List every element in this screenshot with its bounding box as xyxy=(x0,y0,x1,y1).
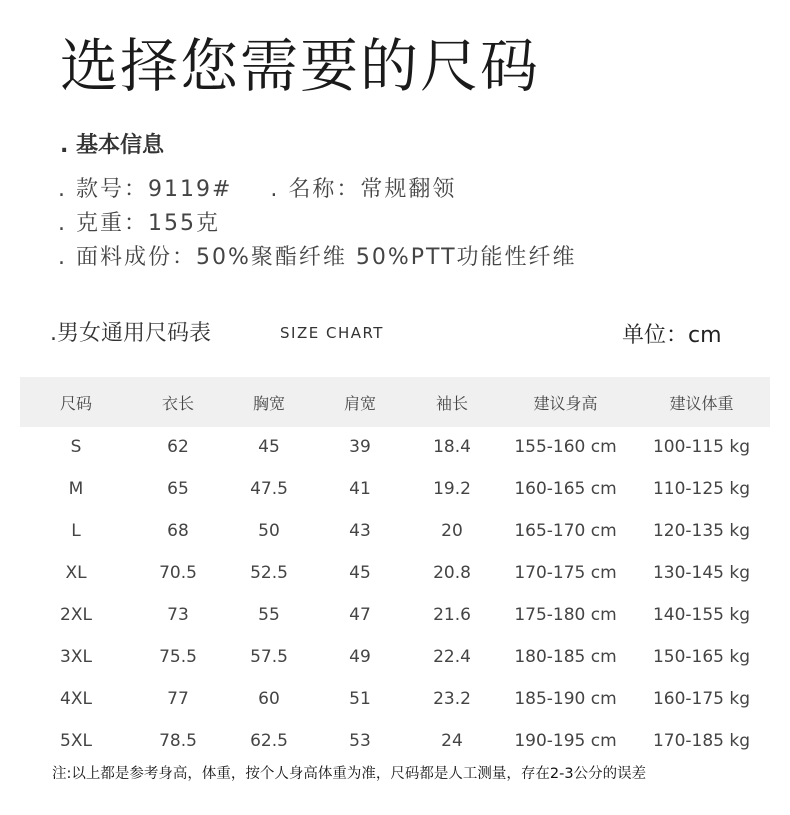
fabric-composition: . 面料成份：50%聚酯纤维 50%PTT功能性纤维 xyxy=(58,245,577,270)
column-header: 袖长 xyxy=(435,393,468,413)
table-cell: 150-165 kg xyxy=(652,647,751,667)
table-row xyxy=(20,427,770,468)
table-cell: 110-125 kg xyxy=(652,479,751,499)
info-line-style xyxy=(58,172,456,203)
table-cell: 45 xyxy=(258,437,280,457)
table-cell: 41 xyxy=(349,479,371,499)
size-chart-title: .男女通用尺码表 xyxy=(50,321,211,346)
table-cell: 52.5 xyxy=(250,563,288,583)
fabric-weight: . 克重：155克 xyxy=(58,211,220,236)
table-cell: 47.5 xyxy=(250,479,288,499)
table-cell: 62.5 xyxy=(250,731,288,751)
table-cell: 20.8 xyxy=(433,563,471,583)
table-body xyxy=(20,427,770,762)
table-cell: 180-185 cm xyxy=(514,647,617,667)
table-cell: 47 xyxy=(349,605,371,625)
table-cell: 21.6 xyxy=(433,605,471,625)
table-cell: 39 xyxy=(349,437,371,457)
table-cell: 160-175 kg xyxy=(652,689,751,709)
table-cell: 23.2 xyxy=(433,689,471,709)
table-cell: 4XL xyxy=(60,689,92,709)
table-cell: XL xyxy=(65,563,87,583)
table-cell: 45 xyxy=(349,563,371,583)
table-cell: 68 xyxy=(167,521,189,541)
table-cell: 22.4 xyxy=(433,647,471,667)
column-header: 肩宽 xyxy=(343,393,376,413)
table-cell: 140-155 kg xyxy=(652,605,751,625)
table-cell: 75.5 xyxy=(159,647,197,667)
table-cell: 130-145 kg xyxy=(652,563,751,583)
table-cell: 53 xyxy=(349,731,371,751)
table-cell: 51 xyxy=(349,689,371,709)
table-row xyxy=(20,468,770,510)
table-cell: 49 xyxy=(349,647,371,667)
table-cell: 100-115 kg xyxy=(652,437,751,457)
table-cell: 165-170 cm xyxy=(514,521,617,541)
column-header: 胸宽 xyxy=(252,393,285,413)
size-chart-subtitle: SIZE CHART xyxy=(280,324,384,342)
table-row xyxy=(20,552,770,594)
basic-info-heading: . 基本信息 xyxy=(60,133,165,158)
column-header: 衣长 xyxy=(161,393,194,413)
table-cell: 77 xyxy=(167,689,189,709)
table-cell: 190-195 cm xyxy=(514,731,617,751)
table-cell: 62 xyxy=(167,437,189,457)
table-cell: 2XL xyxy=(60,605,92,625)
table-cell: 43 xyxy=(349,521,371,541)
table-cell: 160-165 cm xyxy=(514,479,617,499)
table-cell: 70.5 xyxy=(159,563,197,583)
column-header: 建议身高 xyxy=(533,393,598,413)
table-cell: 73 xyxy=(167,605,189,625)
table-row xyxy=(20,510,770,552)
table-cell: 57.5 xyxy=(250,647,288,667)
table-cell: L xyxy=(71,521,81,541)
table-cell: 20 xyxy=(441,521,463,541)
table-row xyxy=(20,594,770,636)
table-cell: 175-180 cm xyxy=(514,605,617,625)
table-cell: 50 xyxy=(258,521,280,541)
table-row xyxy=(20,636,770,678)
table-cell: 18.4 xyxy=(433,437,471,457)
table-cell: 155-160 cm xyxy=(514,437,617,457)
table-cell: 185-190 cm xyxy=(514,689,617,709)
measurement-note: 注:以上都是参考身高，体重，按个人身高体重为准，尺码都是人工测量，存在2-3公分的误差 xyxy=(52,766,647,782)
table-header-row xyxy=(20,377,770,427)
table-cell: 19.2 xyxy=(433,479,471,499)
column-header: 建议体重 xyxy=(669,393,734,413)
table-cell: M xyxy=(68,479,84,499)
table-cell: 3XL xyxy=(60,647,92,667)
unit-label: 单位：cm xyxy=(622,323,722,348)
table-cell: 78.5 xyxy=(159,731,197,751)
table-row xyxy=(20,678,770,720)
table-cell: 55 xyxy=(258,605,280,625)
column-header: 尺码 xyxy=(59,393,92,413)
table-cell: 5XL xyxy=(60,731,92,751)
table-cell: 24 xyxy=(441,731,463,751)
style-number: . 款号：9119# xyxy=(58,177,233,202)
table-row xyxy=(20,720,770,762)
table-cell: 65 xyxy=(167,479,189,499)
table-cell: 120-135 kg xyxy=(652,521,751,541)
table-cell: 170-185 kg xyxy=(652,731,751,751)
product-name: . 名称：常规翻领 xyxy=(270,177,457,202)
page-title: 选择您需要的尺码 xyxy=(60,32,541,100)
size-table xyxy=(20,377,770,762)
table-cell: 170-175 cm xyxy=(514,563,617,583)
table-cell: S xyxy=(70,437,82,457)
table-cell: 60 xyxy=(258,689,280,709)
